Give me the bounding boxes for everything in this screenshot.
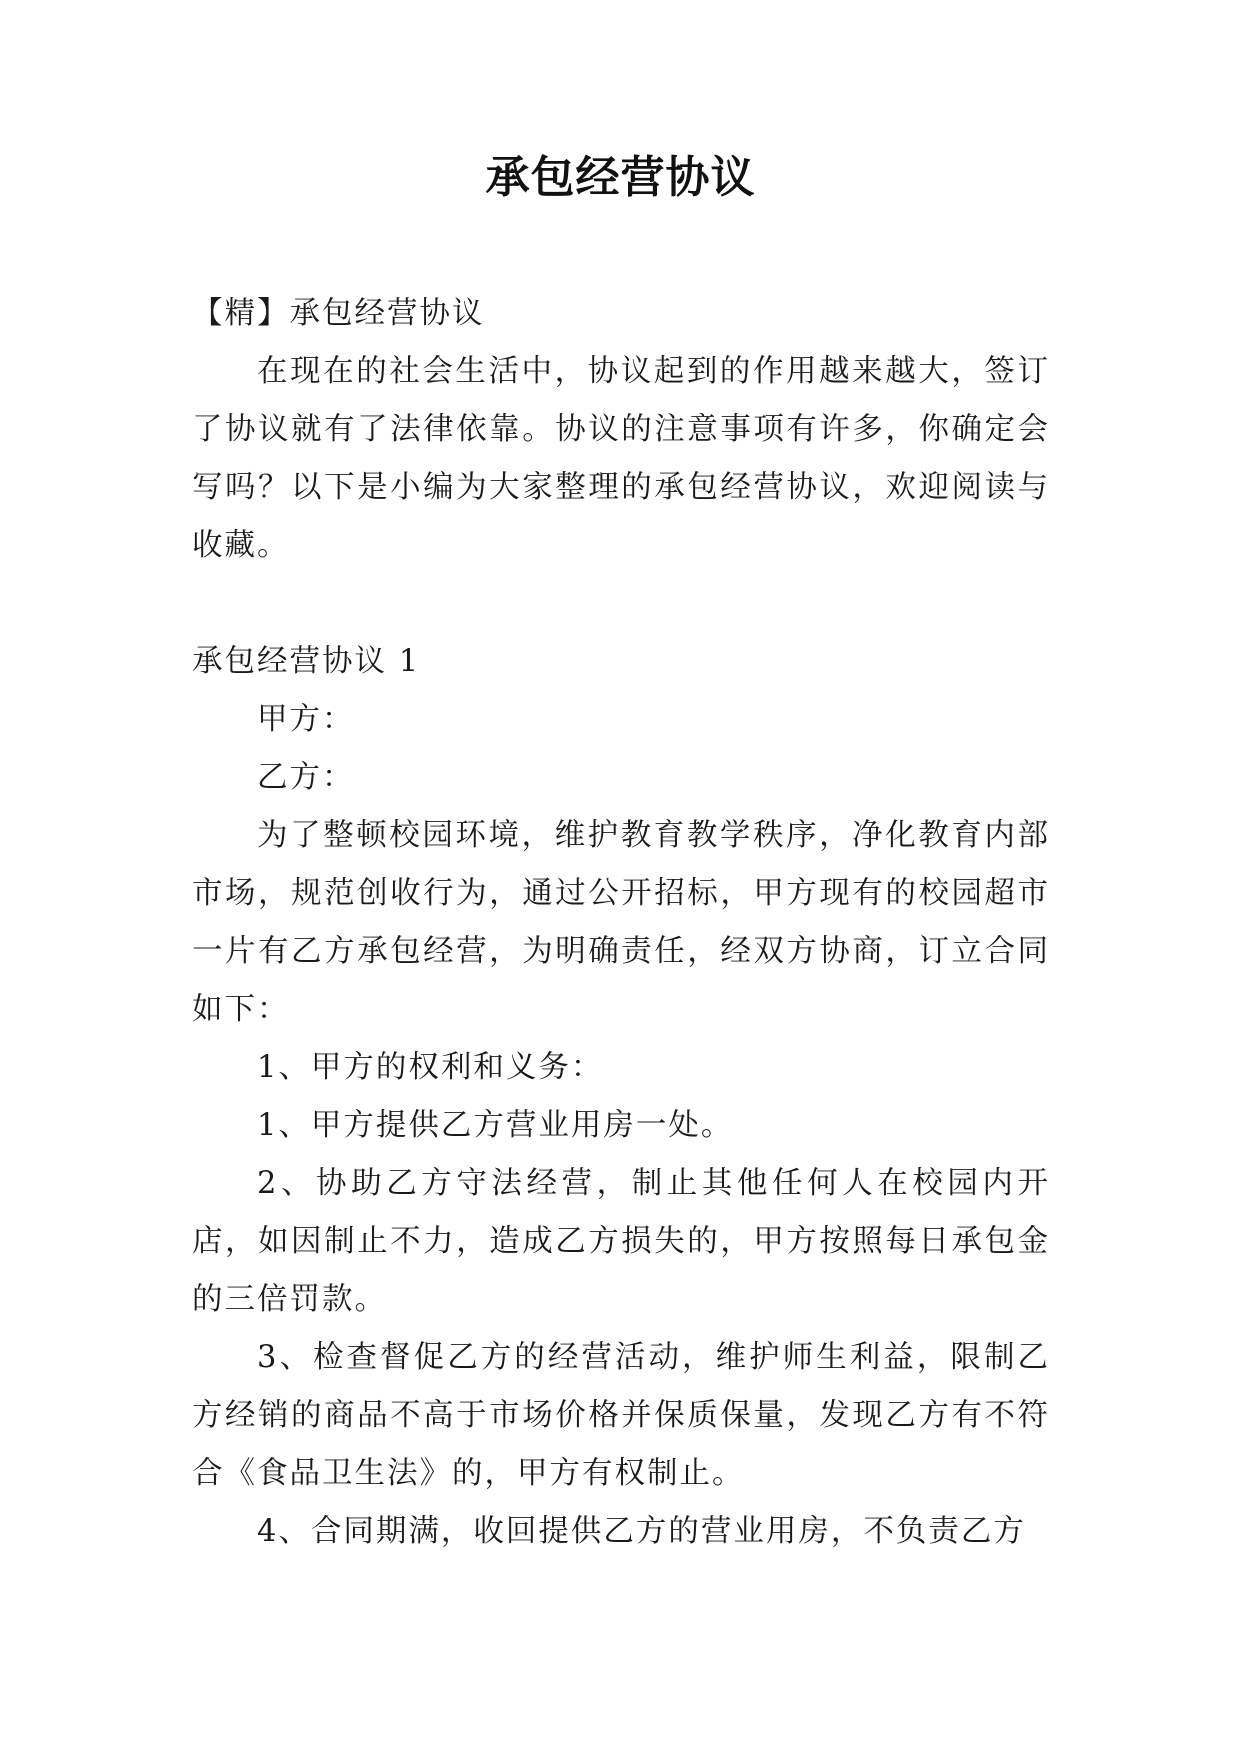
document-body [192, 285, 1050, 1561]
document-subtitle: 【精】承包经营协议 [192, 296, 485, 331]
clause-item: 1、甲方提供乙方营业用房一处。 [257, 1108, 734, 1143]
preamble-paragraph: 为了整顿校园环境，维护教育教学秩序，净化教育内部市场，规范创收行为，通过公开招标，甲方现有的校园超市一片有乙方承包经营，为明确责任，经双方协商，订立合同如下： [192, 818, 1050, 1027]
document-title: 承包经营协议 [485, 152, 756, 203]
party-b-line: 乙方： [257, 760, 355, 795]
clause-item: 3、检查督促乙方的经营活动，维护师生利益，限制乙方经销的商品不高于市场价格并保质保量，发现乙方有不符合《食品卫生法》的，甲方有权制止。 [192, 1340, 1050, 1491]
clause-item: 4、合同期满，收回提供乙方的营业用房，不负责乙方 [257, 1514, 1026, 1549]
intro-paragraph: 在现在的社会生活中，协议起到的作用越来越大，签订了协议就有了法律依靠。协议的注意事项有许多，你确定会写吗？以下是小编为大家整理的承包经营协议，欢迎阅读与收藏。 [192, 354, 1050, 563]
clause-item: 2、协助乙方守法经营，制止其他任何人在校园内开店，如因制止不力，造成乙方损失的，甲方按照每日承包金的三倍罚款。 [192, 1166, 1050, 1317]
paragraph-gap [192, 575, 1050, 633]
section-heading: 承包经营协议 1 [192, 644, 421, 679]
clause-heading: 1、甲方的权利和义务： [257, 1050, 604, 1085]
party-a-line: 甲方： [257, 702, 355, 737]
